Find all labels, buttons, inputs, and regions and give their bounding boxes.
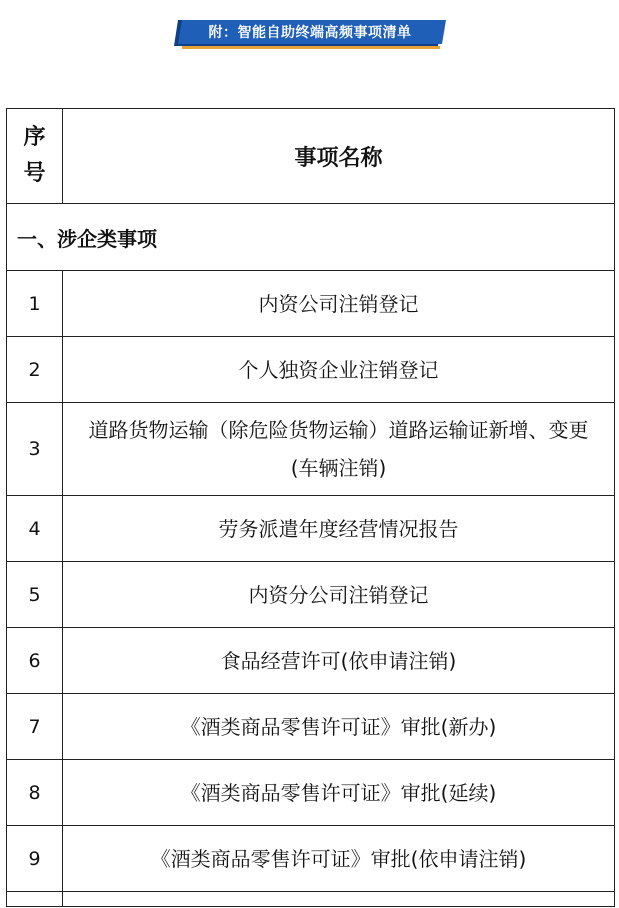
table-row [7,271,615,337]
header-number [7,109,63,204]
header-number-line1: 序 [23,125,46,150]
banner-title: 附：智能自助终端高频事项清单 [208,25,412,41]
row-item-name: 内资分公司注销登记 [63,562,615,628]
header-number-line2: 号 [23,161,46,186]
table-row [7,760,615,826]
items-table [6,108,615,907]
table-row [7,694,615,760]
row-number-partial [7,892,63,907]
table-row [7,403,615,496]
table-row [7,337,615,403]
table-header-row [7,109,615,204]
section-row [7,204,615,271]
table-row-partial [7,892,615,907]
row-number: 7 [7,694,63,760]
row-number: 6 [7,628,63,694]
row-number: 9 [7,826,63,892]
header-item-name: 事项名称 [63,109,615,204]
row-item-name: 《酒类商品零售许可证》审批(延续) [63,760,615,826]
row-number: 1 [7,271,63,337]
row-item-name: 道路货物运输（除危险货物运输）道路运输证新增、变更(车辆注销) [63,403,615,496]
row-item-name: 食品经营许可(依申请注销) [63,628,615,694]
row-item-name: 内资公司注销登记 [63,271,615,337]
title-banner [174,18,446,50]
table-row [7,628,615,694]
section-title: 一、涉企类事项 [7,204,615,271]
row-number: 5 [7,562,63,628]
row-number: 3 [7,403,63,496]
table-row [7,496,615,562]
row-number: 2 [7,337,63,403]
row-item-name: 《酒类商品零售许可证》审批(新办) [63,694,615,760]
row-item-name: 个人独资企业注销登记 [63,337,615,403]
row-item-name: 劳务派遣年度经营情况报告 [63,496,615,562]
row-item-name: 《酒类商品零售许可证》审批(依申请注销) [63,826,615,892]
table-row [7,826,615,892]
table-row [7,562,615,628]
row-number: 8 [7,760,63,826]
row-number: 4 [7,496,63,562]
row-item-name-partial [63,892,615,907]
